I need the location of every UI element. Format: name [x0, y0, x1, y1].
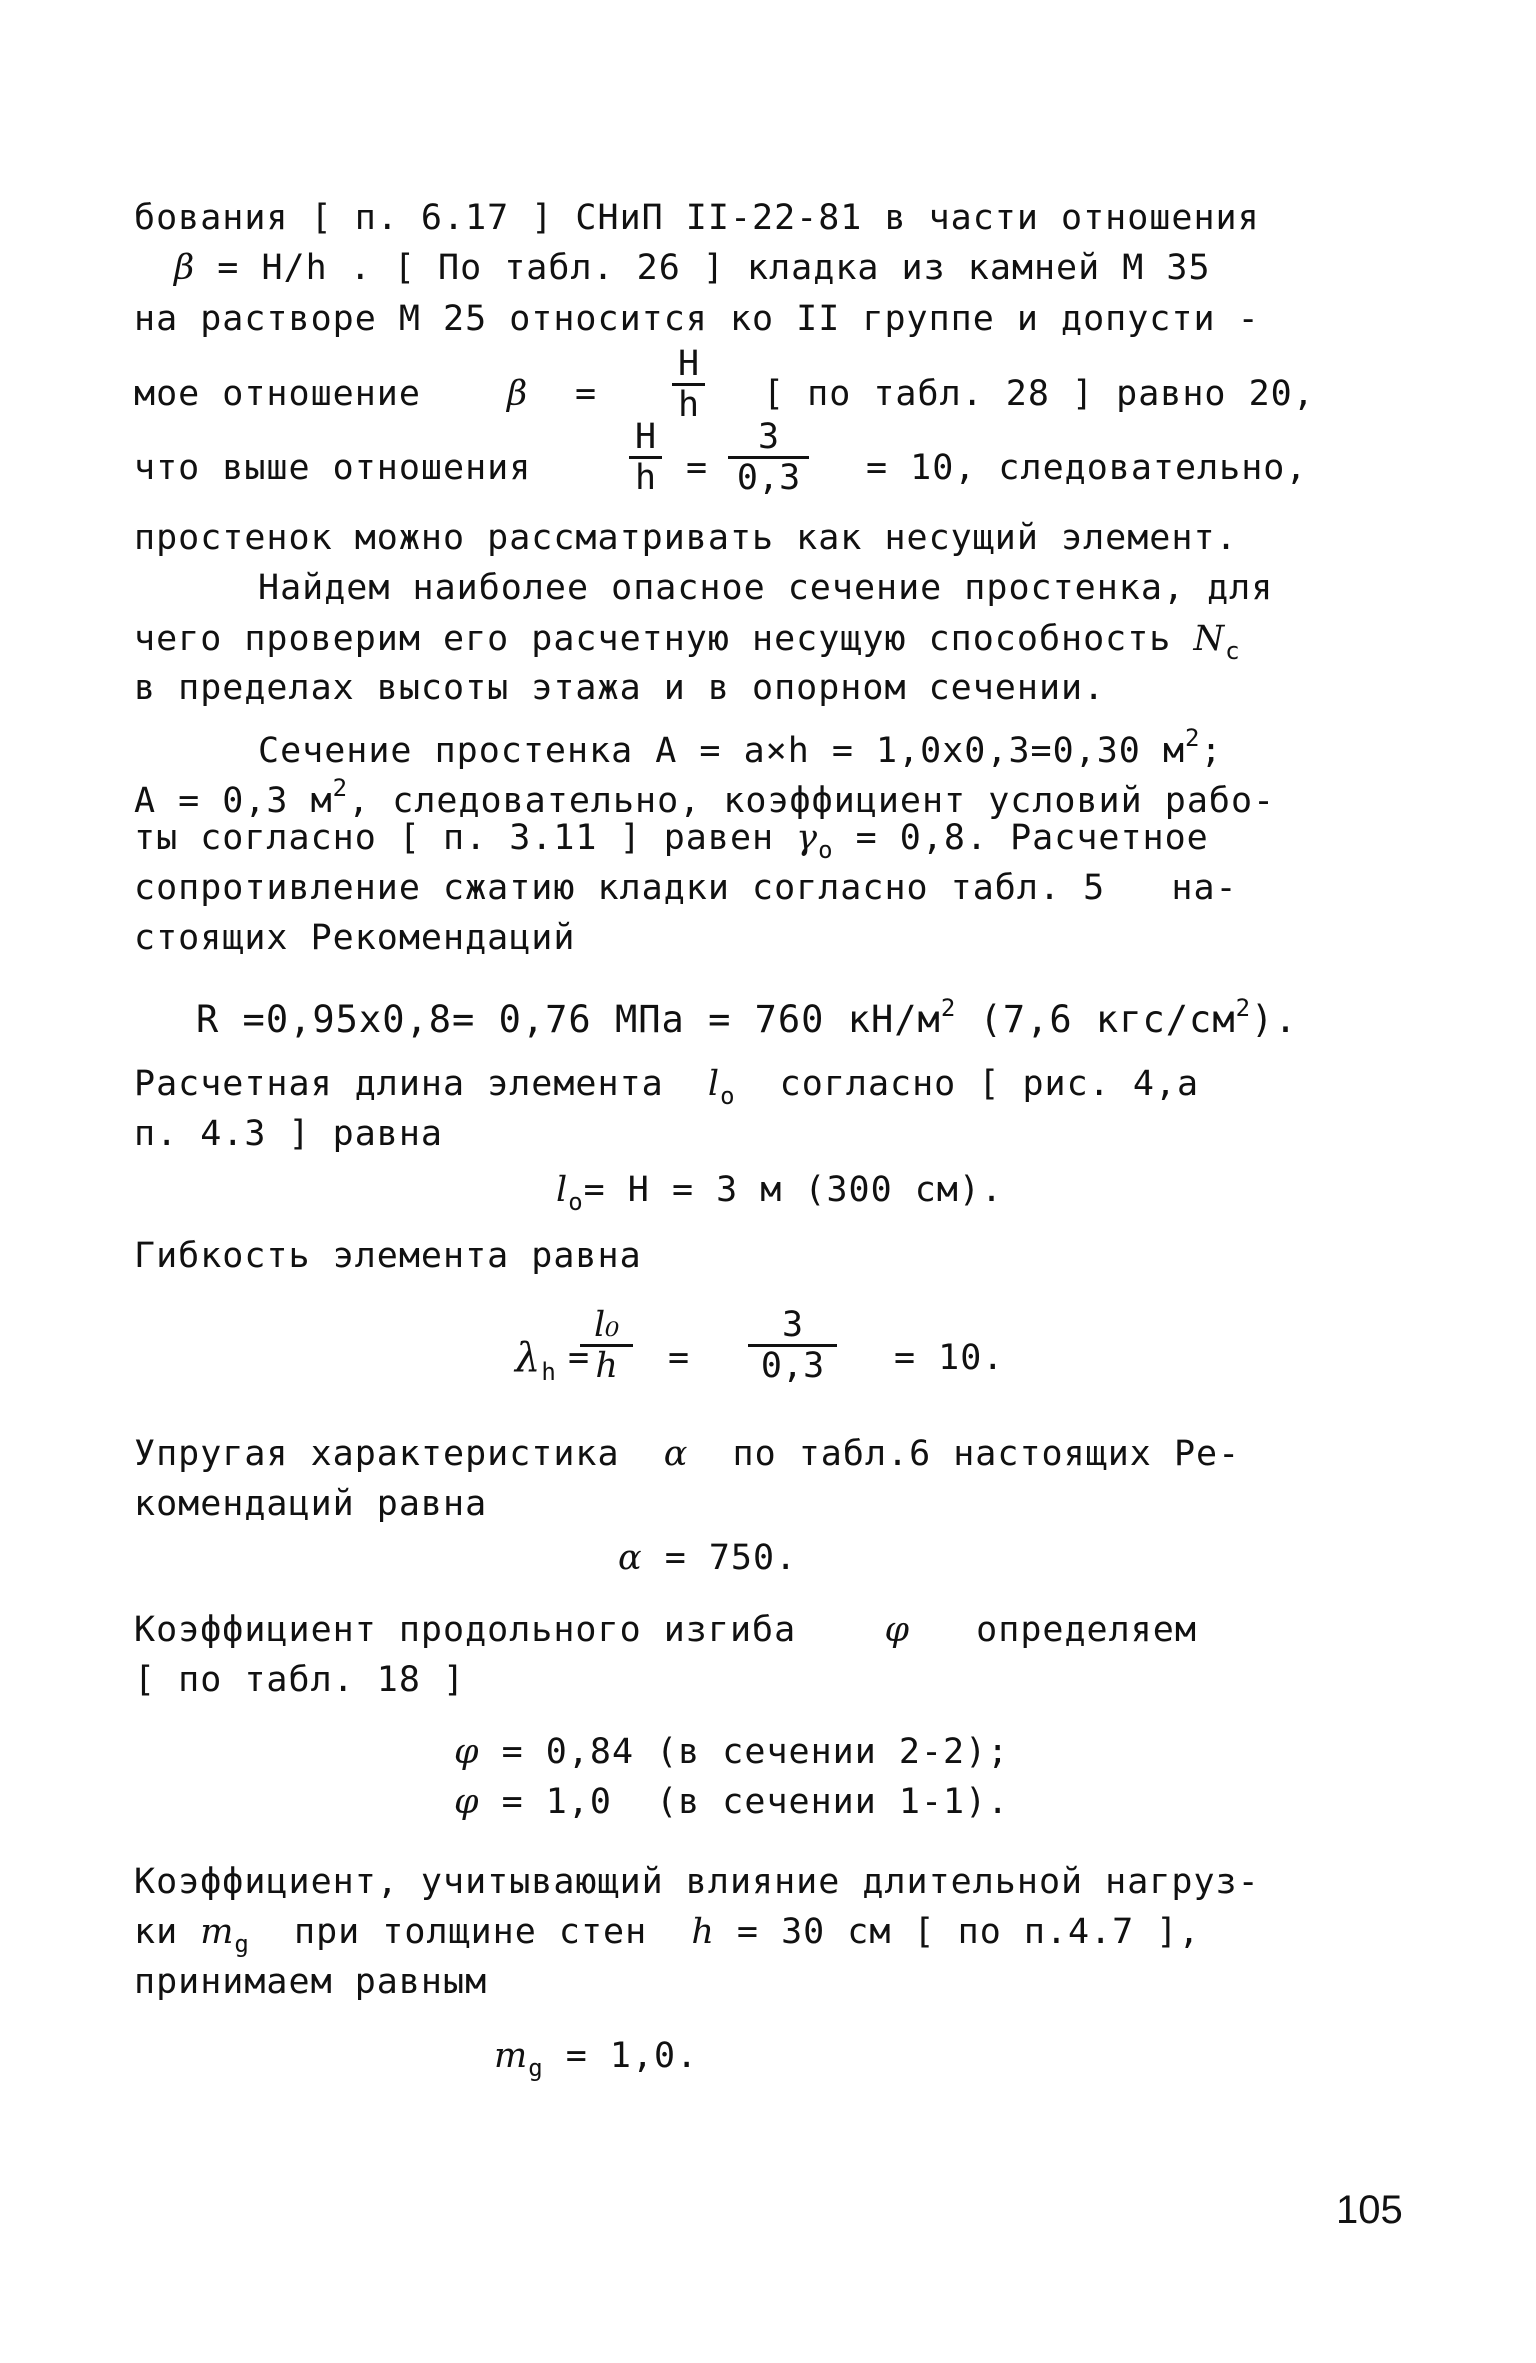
equals-sign: =: [575, 374, 598, 414]
text-line: Сечение простенка А = a×h = 1,0х0,3=0,30 $м^2$;: [258, 724, 1223, 771]
lambda-symbol: $\lambda_h$: [515, 1335, 557, 1386]
text-line: бования [ п. 6.17 ] СНиП II-22-81 в части отношения: [134, 198, 1260, 238]
beta-symbol: β: [507, 374, 529, 414]
formula-line: φ = 0,84 (в сечении 2-2);: [454, 1732, 1010, 1772]
formula-line: $m_g = 1,0$.: [494, 2036, 699, 2082]
text-line: β = H/h . [ По табл. 26 ] кладка из камней М 35: [174, 248, 1211, 288]
text-line: что выше отношения: [134, 448, 532, 488]
equals-sign: =: [668, 1338, 691, 1378]
text-line: = 10, следовательно,: [866, 448, 1308, 488]
fraction-h-over-h: $\frac{H}{h}$: [672, 345, 705, 424]
text-line: А = 0,3 $м^2$, следовательно, коэффициент условий рабо-: [134, 774, 1276, 821]
text-line: п. 4.3 ] равна: [134, 1114, 444, 1154]
fraction-h-over-h: $\frac{H}{h}$: [629, 418, 662, 497]
equals-sign: =: [686, 448, 709, 488]
alpha-symbol: α: [618, 1538, 643, 1578]
formula-line: R =0,95х0,8= 0,76 МПа = 760 $кН/м^2$ (7,6 кгс/$см^2$).: [196, 994, 1298, 1041]
text-line: Упругая характеристика α по табл.6 настоящих Ре-: [134, 1434, 1241, 1474]
text-line: в пределах высоты этажа и в опорном сечении.: [134, 668, 1106, 708]
text-line: сопротивление сжатию кладки согласно табл. 5 на-: [134, 868, 1238, 908]
text-line: принимаем равным: [134, 1962, 488, 2002]
formula-line: α = 750.: [618, 1538, 798, 1578]
text-line: Найдем наиболее опасное сечение простенка, для: [258, 568, 1274, 608]
beta-symbol: β: [174, 248, 196, 288]
h-symbol: h: [691, 1912, 715, 1952]
l-symbol: l: [556, 1170, 569, 1210]
text-line: мое отношение: [134, 374, 421, 414]
text-line: комендаций равна: [134, 1484, 488, 1524]
fraction-l0-over-h: $\frac{\text{l₀}}{h}$: [580, 1306, 633, 1385]
formula-line: $l_o= H = 3$ м (300 см).: [556, 1170, 1004, 1216]
text-line: Коэффициент, учитывающий влияние длительной нагруз-: [134, 1862, 1260, 1902]
text-line: Гибкость элемента равна: [134, 1236, 642, 1276]
formula-line: φ = 1,0 (в сечении 1-1).: [454, 1782, 1010, 1822]
text-line: [ по табл. 18 ]: [134, 1660, 466, 1700]
fraction-3-over-0-3: $\frac{3}{0,3}$: [728, 418, 809, 497]
text-line: ты согласно [ п. 3.11 ] равен $\gamma_o = 0,8$. Расчетное: [134, 818, 1209, 864]
text-line: Коэффициент продольного изгиба φ определяем: [134, 1610, 1197, 1650]
text-line: на растворе М 25 относится ко II группе и допусти -: [134, 299, 1260, 339]
l-symbol: l: [707, 1064, 721, 1104]
page-number: 105: [1336, 2188, 1403, 2232]
m-symbol: m: [494, 2036, 529, 2076]
text-line: ки $m_g$ при толщине стен h = 30 см [ по п.4.7 ],: [134, 1912, 1201, 1958]
gamma-symbol: γ: [796, 818, 819, 858]
phi-symbol: φ: [454, 1782, 480, 1822]
text-line: чего проверим его расчетную несущую способность $N_c$: [134, 619, 1241, 665]
text-line: простенок можно рассматривать как несущий элемент.: [134, 518, 1238, 558]
equals-sign: =: [568, 1338, 591, 1378]
text-line: стоящих Рекомендаций: [134, 918, 576, 958]
phi-symbol: φ: [884, 1610, 910, 1650]
fraction-3-over-0-3: $\frac{3}{0,3}$: [748, 1306, 837, 1385]
m-symbol: m: [200, 1912, 235, 1952]
alpha-symbol: α: [663, 1434, 689, 1474]
text-line: [ по табл. 28 ] равно 20,: [763, 374, 1315, 414]
n-symbol: N: [1193, 619, 1226, 659]
text-line: Расчетная длина элемента $l_o$ согласно [ рис. 4,а: [134, 1064, 1200, 1110]
text-line: = 10.: [894, 1338, 1005, 1378]
phi-symbol: φ: [454, 1732, 480, 1772]
